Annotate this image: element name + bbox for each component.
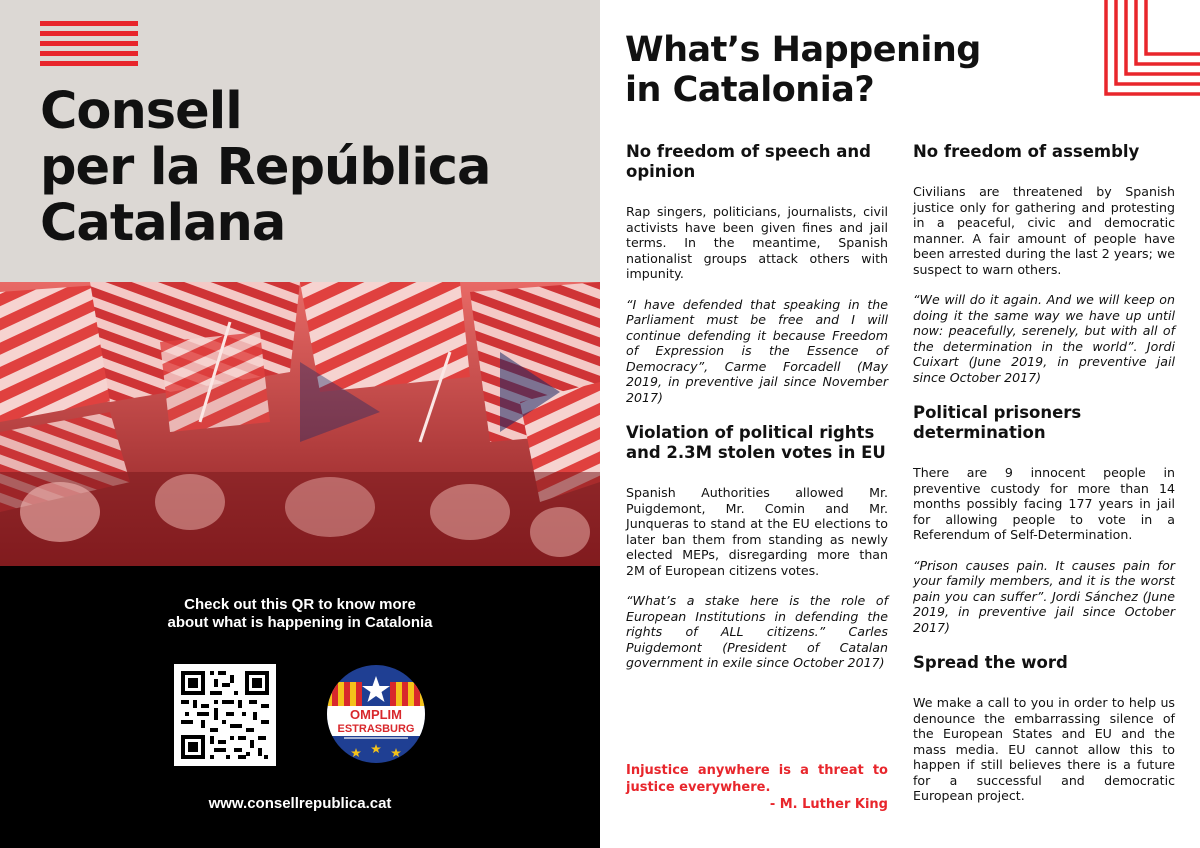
right-panel — [600, 0, 1200, 848]
qr-caption — [100, 596, 500, 632]
omplim-badge-graphic — [326, 664, 426, 764]
corner-l-icon — [1102, 0, 1200, 98]
section-heading: Political prisoners determination — [913, 403, 1082, 442]
section-heading: No freedom of speech and opinion — [626, 142, 871, 181]
qr-block — [0, 566, 600, 848]
qr-caption-line: Check out this QR to know more — [184, 596, 416, 613]
mlk-quote: Injustice anywhere is a threat to justice everywhere. — [626, 763, 888, 795]
section-quote: “What’s a stake here is the role of European Institutions in defending the rights of ALL citizens.” Carles Puigdemont (President of Catalan government in exile since October 2017) — [626, 593, 888, 670]
protest-photo — [0, 282, 600, 566]
header-block — [0, 0, 600, 282]
website-link[interactable]: www.consellrepublica.cat — [208, 795, 392, 812]
qr-code[interactable] — [174, 664, 276, 766]
badge-line-1: OMPLIM — [350, 707, 402, 722]
section-body: Spanish Authorities allowed Mr. Puigdemont, Mr. Comin and Mr. Junqueras to stand at the EU elections to later ban them from standing as newly elected MEPs, disregarding more than 2M of European citizens votes. — [626, 485, 888, 578]
logo-stripes-icon — [40, 21, 138, 69]
page-title: What’s Happening in Catalonia? — [625, 30, 981, 110]
section-quote: “We will do it again. And we will keep on doing it the same way we have up until now: peacefully, serenely, but with all of the determination in the world”. Jordi Cuixart (June 2019, in preventive jail since October 2017) — [913, 292, 1175, 385]
section-heading: No freedom of assembly — [913, 142, 1140, 161]
right-column — [913, 142, 1175, 804]
org-title: Consell per la República Catalana — [40, 82, 491, 253]
section-heading: Spread the word — [913, 653, 1068, 672]
section-body: We make a call to you in order to help us denounce the embarrassing silence of the European States and EU and the mass media. EU cannot allow this to happen if still believes there is a future for a successful and democratic European project. — [913, 695, 1175, 803]
protest-photo-graphic — [0, 282, 600, 566]
section-quote: “I have defended that speaking in the Parliament must be free and I will continue defending it because Freedom of Expression is the Essence of Democracy”, Carme Forcadell (May 2019, in preventive jail since November 2017) — [626, 296, 888, 405]
section-body: Civilians are threatened by Spanish justice only for gathering and protesting in a peaceful, civic and democratic manner. A fair amount of people have been arrested during the last 2 years; we suspect to warn others. — [913, 184, 1175, 277]
omplim-badge — [326, 664, 426, 764]
mlk-author: - M. Luther King — [769, 797, 888, 812]
left-column — [626, 142, 888, 671]
section-heading: Violation of political rights and 2.3M stolen votes in EU — [626, 423, 886, 462]
section-quote: “Prison causes pain. It causes pain for your family members, and it is the worst pain you can suffer”. Jordi Sánchez (June 2019, in preventive jail since October 2017) — [913, 557, 1175, 635]
section-body: Rap singers, politicians, journalists, civil activists have been given fines and jail terms. In the meantime, Spanish nationalist groups attack others with impunity. — [626, 204, 888, 281]
mlk-quote-block — [626, 762, 888, 813]
section-body: There are 9 innocent people in preventive custody for more than 14 months possibly facing 177 years in jail for allowing people to vote in a Referendum of Self-Determination. — [913, 465, 1175, 542]
qr-code-graphic — [174, 664, 276, 766]
qr-caption-line: about what is happening in Catalonia — [167, 614, 433, 631]
badge-line-2: ESTRASBURG — [337, 723, 415, 735]
